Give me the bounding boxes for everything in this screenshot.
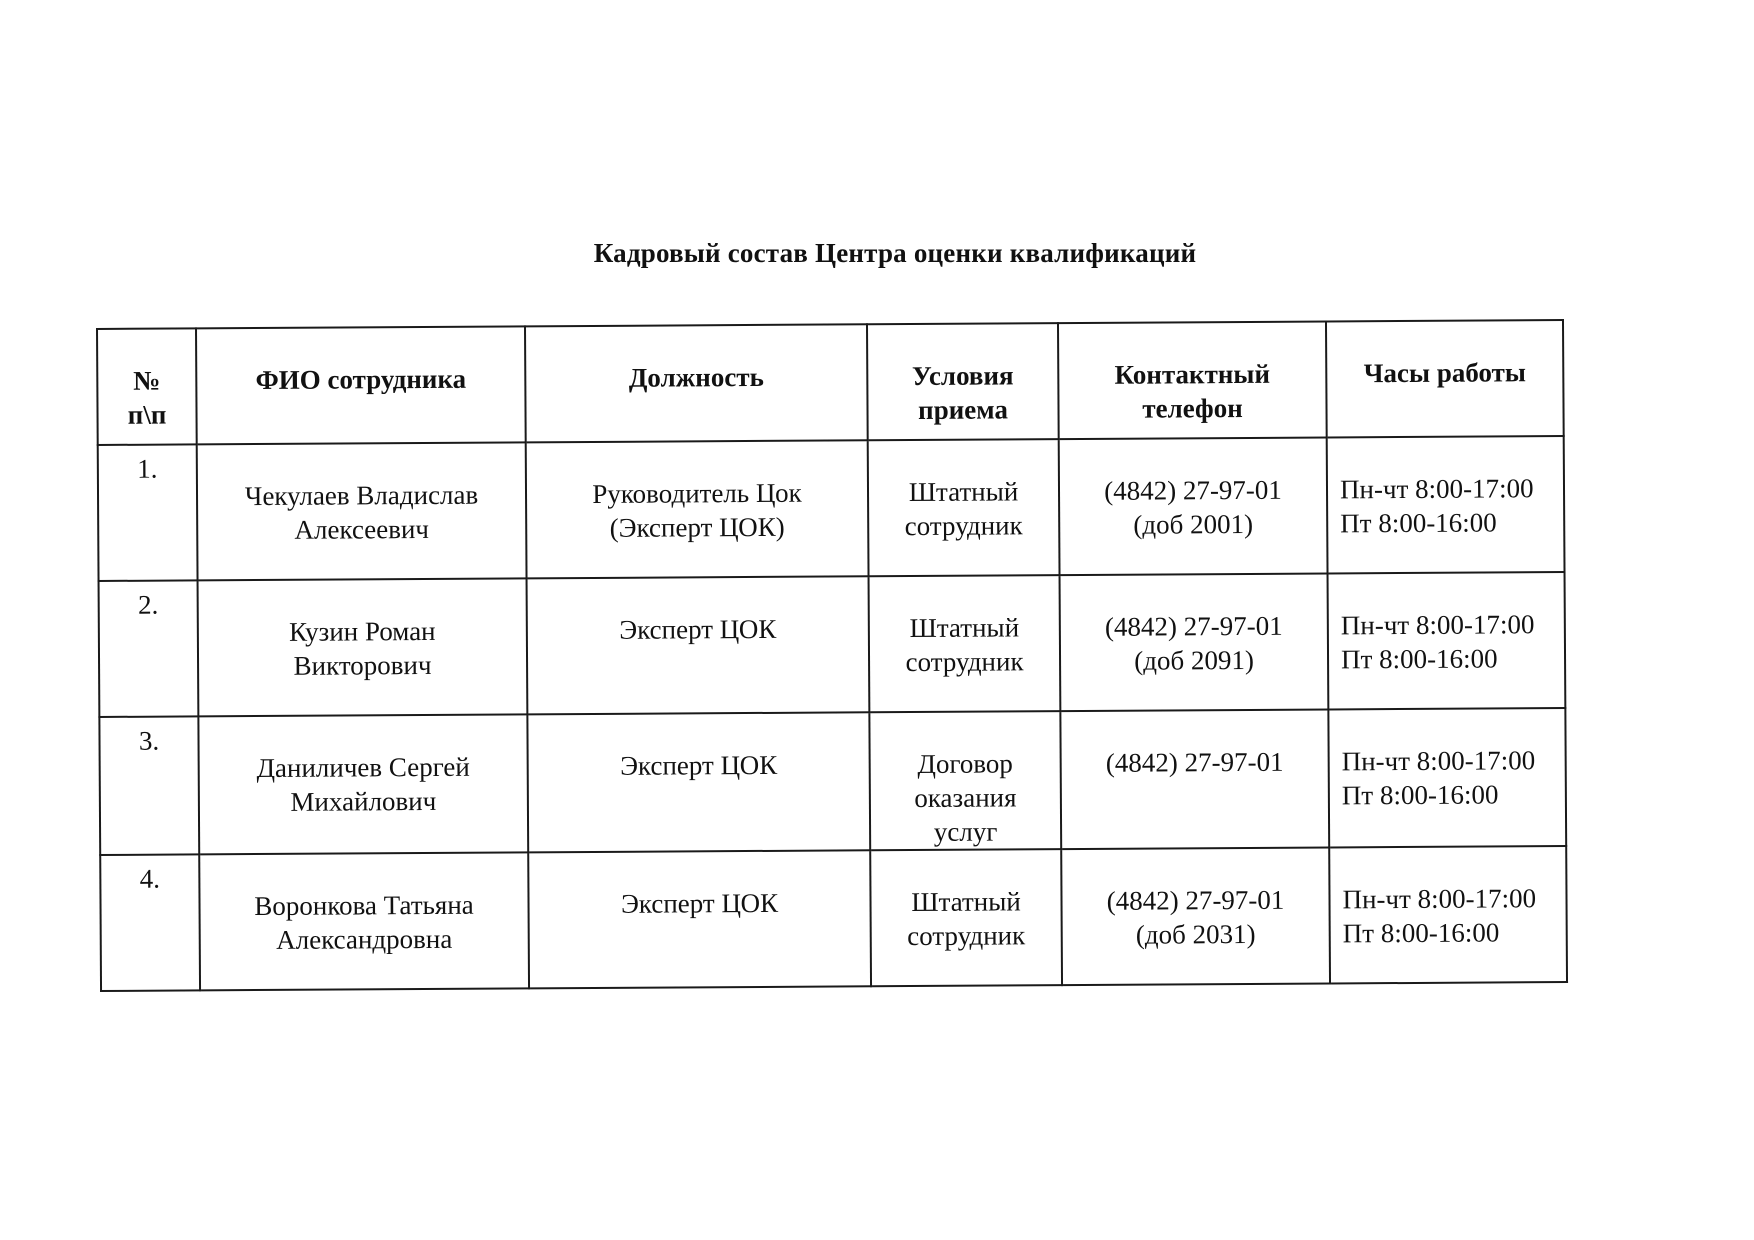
staff-table (96, 319, 1568, 992)
row-position: Эксперт ЦОК (527, 576, 870, 714)
row-phone: (4842) 27-97-01 (доб 2031) (1061, 847, 1330, 985)
row-name: Кузин Роман Викторович (198, 578, 528, 716)
row-num: 1. (98, 444, 198, 581)
row-hours: Пн-чт 8:00-17:00 Пт 8:00-16:00 (1329, 846, 1567, 983)
row-position: Руководитель Цок (Эксперт ЦОК) (526, 440, 869, 578)
row-position: Эксперт ЦОК (527, 712, 870, 852)
row-phone: (4842) 27-97-01 (доб 2001) (1059, 437, 1328, 575)
header-name: ФИО сотрудника (196, 326, 526, 444)
row-hours: Пн-чт 8:00-17:00 Пт 8:00-16:00 (1328, 708, 1566, 847)
row-hours: Пн-чт 8:00-17:00 Пт 8:00-16:00 (1327, 436, 1565, 573)
table-row (100, 846, 1567, 991)
row-conditions: Договор оказания услуг (869, 711, 1061, 850)
row-name: Воронкова Татьяна Александровна (199, 852, 529, 990)
table-row (98, 436, 1565, 581)
header-conditions: Условия приема (867, 323, 1059, 440)
row-hours: Пн-чт 8:00-17:00 Пт 8:00-16:00 (1328, 572, 1566, 709)
row-position: Эксперт ЦОК (528, 850, 871, 988)
table-header-row (97, 320, 1564, 445)
document-title: Кадровый состав Центра оценки квалификаций (593, 238, 1197, 268)
row-phone: (4842) 27-97-01 (1060, 709, 1329, 849)
row-phone: (4842) 27-97-01 (доб 2091) (1060, 573, 1329, 711)
header-position: Должность (525, 324, 868, 442)
table-row (99, 572, 1566, 717)
row-name: Чекулаев Владислав Алексеевич (197, 442, 527, 580)
row-conditions: Штатный сотрудник (870, 849, 1062, 986)
row-name: Даниличев Сергей Михайлович (198, 714, 528, 854)
row-num: 3. (99, 716, 199, 855)
table-row (99, 708, 1566, 855)
header-num: № п\п (97, 328, 197, 445)
row-num: 2. (99, 580, 199, 717)
header-hours: Часы работы (1326, 320, 1564, 437)
header-phone: Контактный телефон (1058, 321, 1327, 439)
row-conditions: Штатный сотрудник (868, 439, 1060, 576)
row-conditions: Штатный сотрудник (869, 575, 1061, 712)
row-num: 4. (100, 854, 200, 991)
